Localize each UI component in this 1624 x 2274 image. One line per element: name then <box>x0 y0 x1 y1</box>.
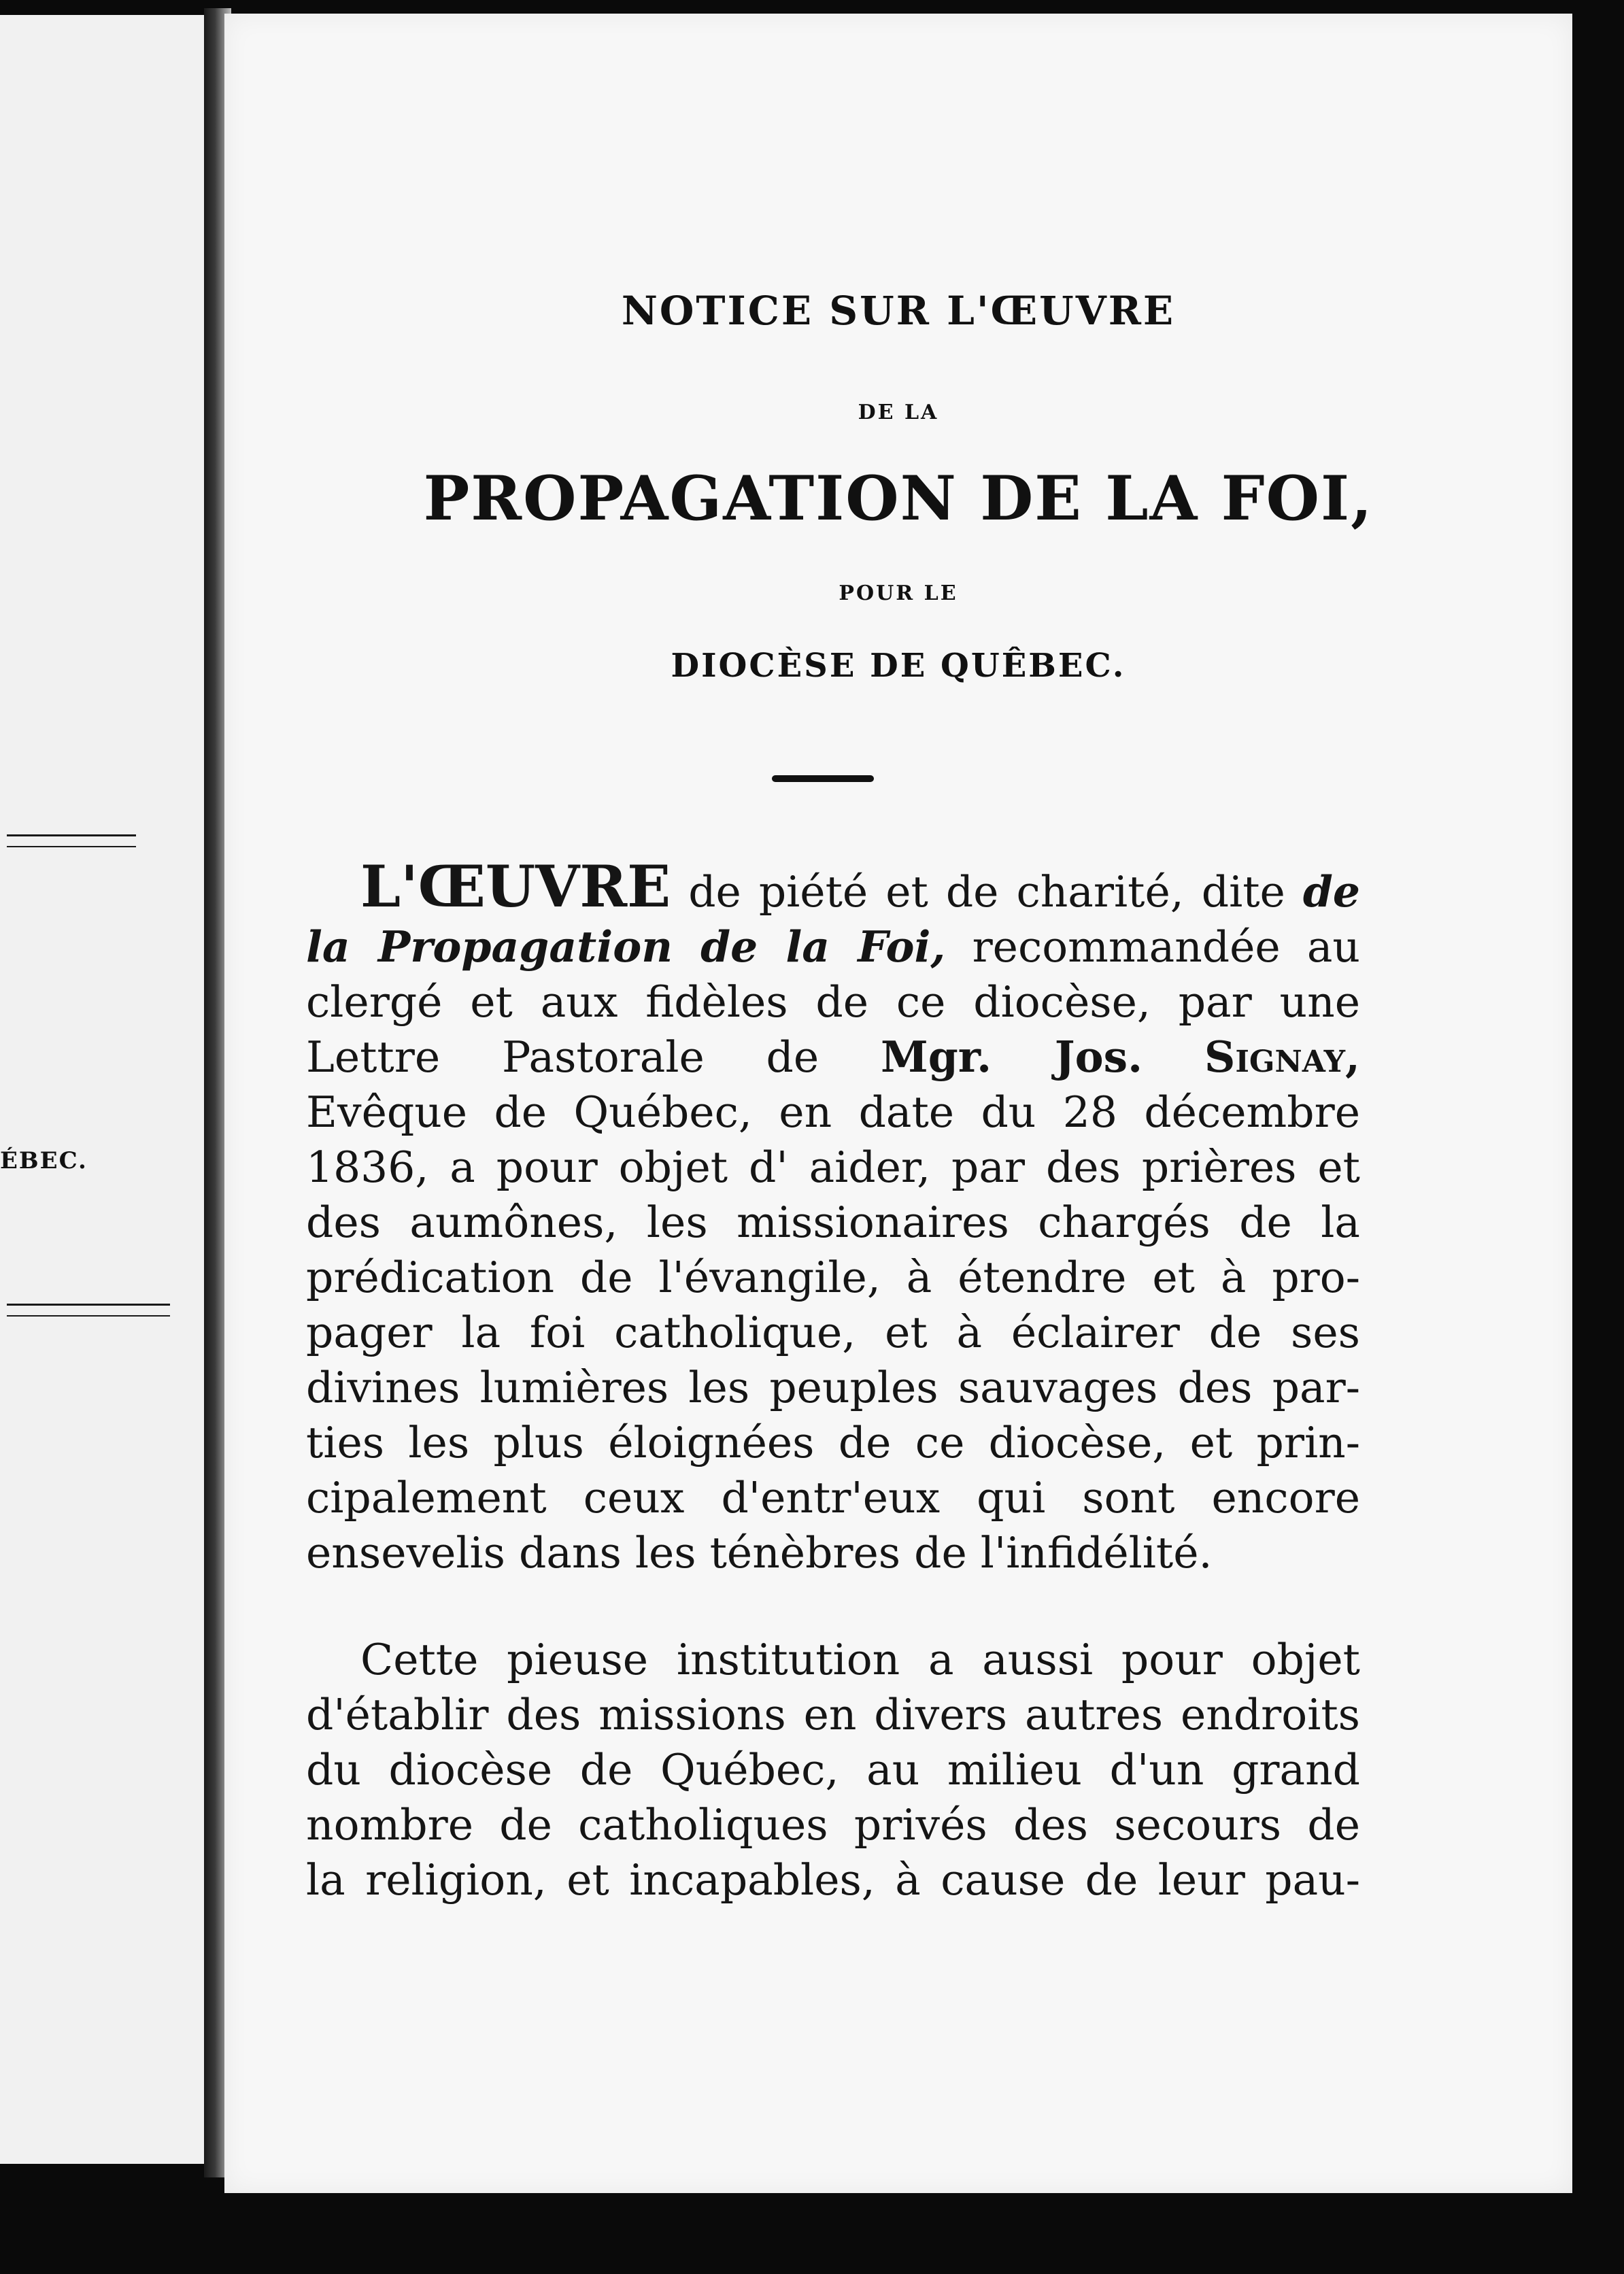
text-line: divines lumières les peuples sauvages des par- <box>306 1363 1360 1412</box>
text-line: ties les plus éloignées de ce diocèse, et prin- <box>306 1418 1360 1467</box>
text-line: pager la foi catholique, et à éclairer de ses <box>306 1308 1360 1357</box>
text-line: clergé et aux fidèles de ce diocèse, par une <box>306 977 1360 1027</box>
small-caps-run: Signay, <box>1204 1032 1360 1082</box>
facing-page-rule <box>7 1315 170 1317</box>
italic-run: la Propagation de la Foi, <box>306 921 946 972</box>
text-run: de piété et de charité, dite <box>688 867 1285 917</box>
facing-page-rule <box>7 1304 170 1306</box>
facing-page-rule <box>7 834 136 836</box>
text-line <box>306 919 1360 974</box>
text-line: du diocèse de Québec, au milieu d'un grand <box>306 1745 1360 1795</box>
text-line <box>306 853 1360 920</box>
title-line-propagation: PROPAGATION DE LA FOI, <box>423 462 1374 534</box>
lead-word: L'ŒUVRE <box>360 853 671 920</box>
text-line: 1836, a pour objet d' aider, par des prières et <box>306 1142 1360 1192</box>
text-run: Lettre Pastorale de <box>306 1032 819 1082</box>
text-line: d'établir des missions en divers autres endroits <box>306 1690 1360 1740</box>
text-run: recommandée au <box>972 922 1361 972</box>
text-line <box>306 1030 1360 1085</box>
facing-page-fragment <box>0 15 216 2164</box>
title-line-notice: NOTICE SUR L'ŒUVRE <box>621 288 1176 334</box>
text-line: prédication de l'évangile, à étendre et à pro- <box>306 1253 1360 1302</box>
main-page <box>224 14 1572 2193</box>
title-divider <box>772 775 874 782</box>
text-line: la religion, et incapables, à cause de leur pau- <box>306 1855 1360 1905</box>
text-line: des aumônes, les missionaires chargés de la <box>306 1198 1360 1247</box>
text-line: Cette pieuse institution a aussi pour objet <box>360 1635 1360 1684</box>
text-line: ensevelis dans les ténèbres de l'infidélité. <box>306 1528 1213 1578</box>
paragraph-2 <box>306 1632 1360 1907</box>
title-line-diocese: DIOCÈSE DE QUÊBEC. <box>671 647 1126 685</box>
paragraph-1 <box>306 853 1361 1580</box>
text-line: cipalement ceux d'entr'eux qui sont encore <box>306 1473 1360 1523</box>
text-line: Evêque de Québec, en date du 28 décembre <box>306 1087 1360 1137</box>
text-run: Mgr. Jos. <box>880 1032 1143 1082</box>
italic-run: de <box>1302 866 1360 917</box>
facing-page-text: ÉBEC. <box>0 1147 88 1174</box>
title-line-de-la: DE LA <box>858 401 939 424</box>
facing-page-rule <box>7 846 136 847</box>
title-line-pour-le: POUR LE <box>839 581 958 605</box>
text-line: nombre de catholiques privés des secours de <box>306 1800 1360 1850</box>
